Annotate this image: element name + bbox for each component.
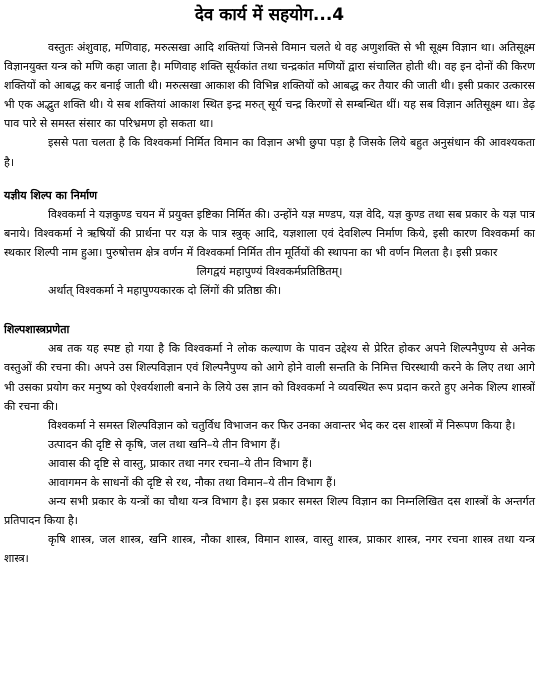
list-item-transport: आवागमन के साधनों की दृष्टि से रथ, नौका तथा विमान–ये तीन विभाग हैं। <box>48 475 337 489</box>
paragraph-vimana-energies: वस्तुतः अंशुवाह, मणिवाह, मरुत्सखा आदि शक्तियां जिनसे विमान चलते थे वह अणुशक्ति से भी सूक्ष्म विज्ञान था। अतिसूक्ष्म विज्ञानयुक्त यन्त्र को मणि कहा जाता है। मणिवाह शक्ति सूर्यकांत तथा चन्द्रकांत मणियों द्वारा संचालित होती थी। वह इन दोनों की किरण शक्तियों को आबद्ध कर बनाई जाती थी। मरुत्सखा आकाश की विभिन्न शक्तियों को आबद्ध कर तैयार की जाती थी। इसी प्रकार उत्कारस भी एक अद्भुत शक्ति थी। ये सब शक्तियां आकाश स्थित इन्द्र मरुत् सूर्य चन्द्र किरणों से सम्बन्धित थीं। यह सब विज्ञान अतिसूक्ष्म था। डेढ़ पाव पारे से समस्त संसार का परिभ्रमण हो सकता था। <box>4 41 535 131</box>
paragraph-research-need: इससे पता चलता है कि विश्वकर्मा निर्मित विमान का विज्ञान अभी छुपा पड़ा है जिसके लिये बहुत अनुसंधान की आवश्यकता है। <box>4 136 535 169</box>
paragraph-shastra-origin: अब तक यह स्पष्ट हो गया है कि विश्वकर्मा ने लोक कल्याण के पावन उद्देश्य से प्रेरित होकर अपने शिल्पनैपुण्य से अनेक वस्तुओं की रचना की। अपने उस शिल्पविज्ञान एवं शिल्पनैपुण्य को आगे होने वाली सन्तति के निमित्त चिरस्थायी करने के लिए तथा आगे भी उसका प्रयोग कर मनुष्य को ऐश्वर्यशाली बनाने के लिये उस ज्ञान को विश्वकर्मा ने व्यवस्थित रूप प्रदान करते हुए अनेक शिल्प शास्त्रों की रचना की। <box>4 342 535 413</box>
list-item-production: उत्पादन की दृष्टि से कृषि, जल तथा खनि–ये तीन विभाग हैं। <box>48 437 281 451</box>
paragraph-verse-meaning: अर्थात् विश्वकर्मा ने महापुण्यकारक दो लिंगों की प्रतिष्ठा की। <box>48 284 282 298</box>
paragraph-ten-shastras: अन्य सभी प्रकार के यन्त्रों का चौथा यन्त्र विभाग है। इस प्रकार समस्त शिल्प विज्ञान का निम्नलिखित दस शास्त्रों के अन्तर्गत प्रतिपादन किया है। <box>4 495 535 528</box>
section-heading-yajna-craft: यज्ञीय शिल्प का निर्माण <box>4 188 98 202</box>
section-heading-shilpa-shastra: शिल्पशास्त्रप्रणेता <box>4 323 70 337</box>
paragraph-division: विश्वकर्मा ने समस्त शिल्पविज्ञान को चतुर्विध विभाजन कर फिर उनका अवान्तर भेद कर दस शास्त्रों में निरूपण किया है। <box>48 418 516 432</box>
paragraph-yajna-craft: विश्वकर्मा ने यज्ञकुण्ड चयन में प्रयुक्त इष्टिका निर्मित की। उन्होंने यज्ञ मण्डप, यज्ञ वेदि, यज्ञ कुण्ड तथा सब प्रकार के यज्ञ पात्र बनाये। विश्वकर्मा ने ऋषियों की प्रार्थना पर यज्ञ के पात्र स्त्रुक् आदि, यज्ञशाला एवं देवशिल्प निर्माण किये, इसी कारण विश्वकर्मा का स्थकार शिल्पी नाम हुआ। पुरुषोत्तम क्षेत्र वर्णन में विश्वकर्मा निर्मित तीन मूर्तियों की स्थापना का भी वर्णन मिलता है। इसी प्रकार <box>4 207 535 259</box>
paragraph-shastra-list: कृषि शास्त्र, जल शास्त्र, खनि शास्त्र, नौका शास्त्र, विमान शास्त्र, वास्तु शास्त्र, प्राकार शास्त्र, नगर रचना शास्त्र तथा यन्त्र शास्त्र। <box>4 533 535 566</box>
page-title: देव कार्य में सहयोग...4 <box>194 5 345 25</box>
sanskrit-verse: लिगद्वयं महापुण्यं विश्वकर्मप्रतिष्ठितम्। <box>196 265 343 279</box>
list-item-dwelling: आवास की दृष्टि से वास्तु, प्राकार तथा नगर रचना–ये तीन विभाग हैं। <box>48 456 313 470</box>
